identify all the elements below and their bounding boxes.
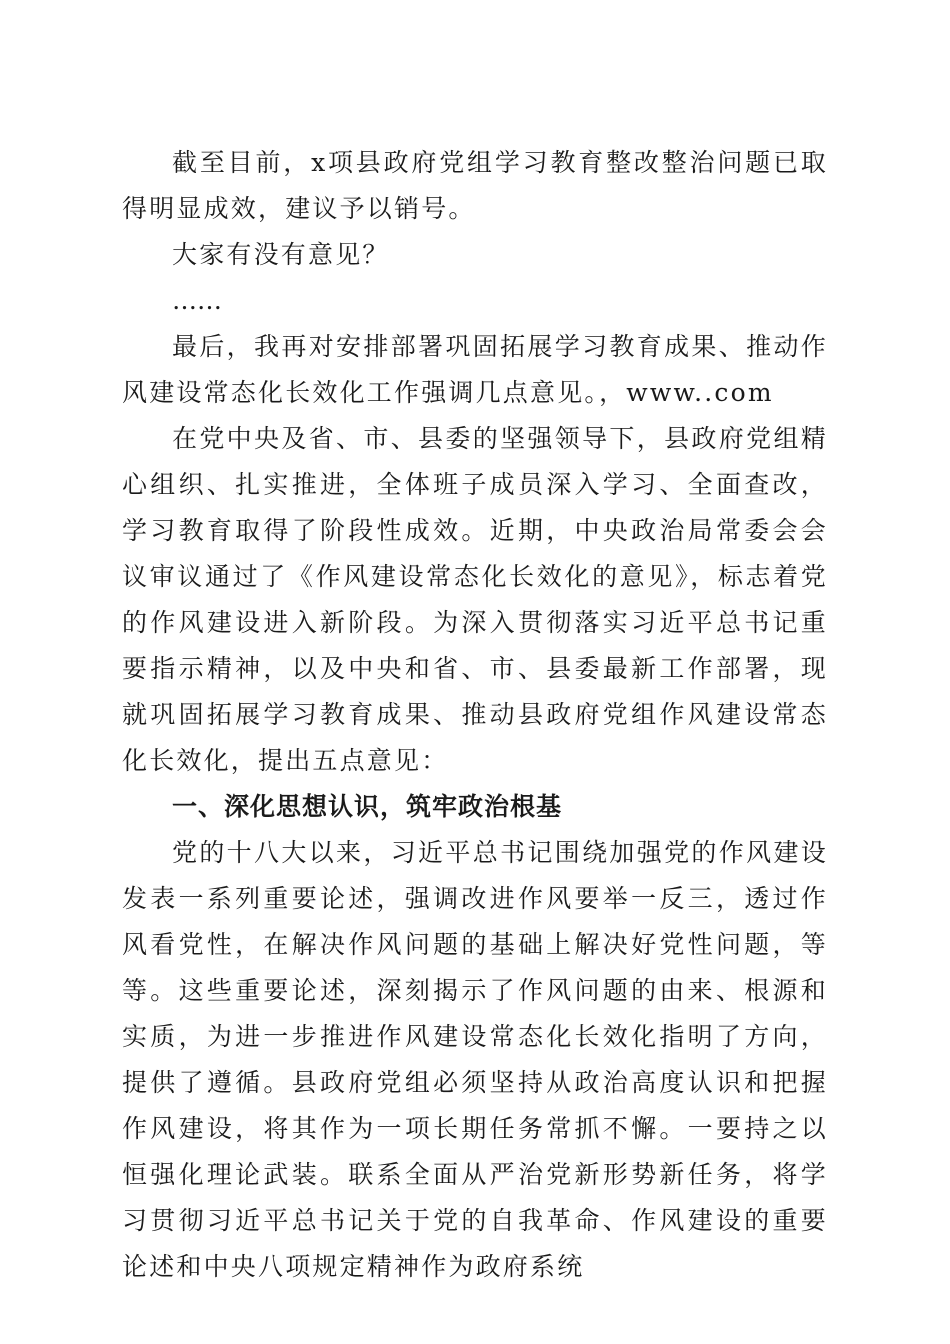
paragraph-opinion-question: 大家有没有意见？ [172, 240, 390, 269]
section-heading-1: 一、深化思想认识，筑牢政治根基 [172, 792, 563, 821]
paragraph-closing-intro: 最后，我再对安排部署巩固拓展学习教育成果、推动作风建设常态化长效化工作强调几点意见。，www..com [122, 332, 828, 407]
paragraph-ellipsis: …… [172, 286, 222, 315]
paragraph-rectification-result: 截至目前，x项县政府党组学习教育整改整治问题已取得明显成效，建议予以销号。 [122, 148, 828, 223]
paragraph-background: 在党中央及省、市、县委的坚强领导下，县政府党组精心组织、扎实推进，全体班子成员深入学习、全面查改，学习教育取得了阶段性成效。近期，中央政治局常委会会议审议通过了《作风建设常态化长效化的意见》，标志着党的作风建设进入新阶段。为深入贯彻落实习近平总书记重要指示精神，以及中央和省、市、县委最新工作部署，现就巩固拓展学习教育成果、推动县政府党组作风建设常态化长效化，提出五点意见： [122, 424, 828, 775]
paragraph-section-1-body: 党的十八大以来，习近平总书记围绕加强党的作风建设发表一系列重要论述，强调改进作风要举一反三，透过作风看党性，在解决作风问题的基础上解决好党性问题，等等。这些重要论述，深刻揭示了作风问题的由来、根源和实质，为进一步推进作风建设常态化长效化指明了方向，提供了遵循。县政府党组必须坚持从政治高度认识和把握作风建设，将其作为一项长期任务常抓不懈。一要持之以恒强化理论武装。联系全面从严治党新形势新任务，将学习贯彻习近平总书记关于党的自我革命、作风建设的重要论述和中央八项规定精神作为政府系统 [122, 838, 828, 1281]
document-body [122, 140, 828, 1290]
